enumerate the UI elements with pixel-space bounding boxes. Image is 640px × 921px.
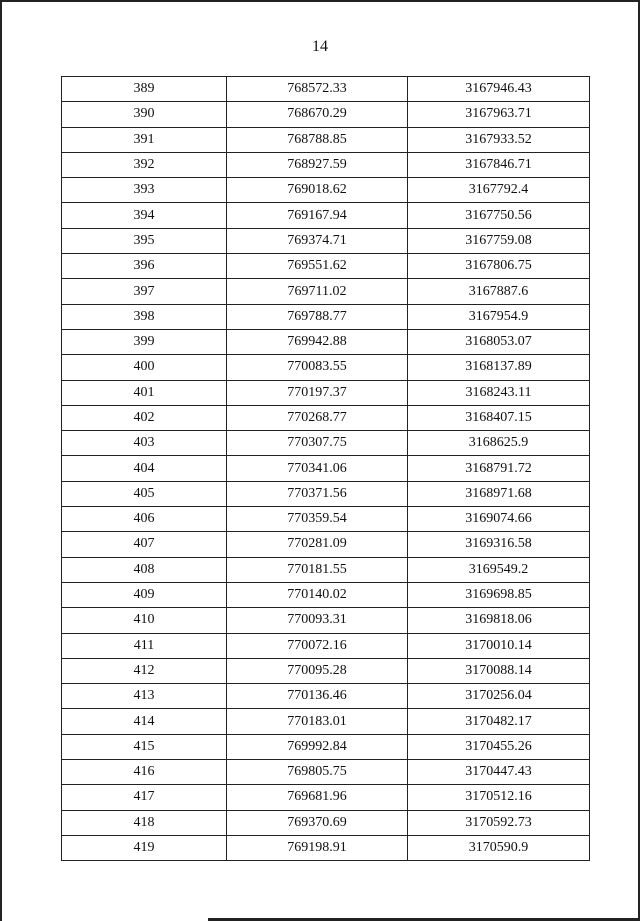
point-number-cell: 404 <box>62 456 227 481</box>
point-number-cell: 407 <box>62 532 227 557</box>
point-number-cell: 405 <box>62 481 227 506</box>
table-row <box>62 456 590 481</box>
point-number-cell: 390 <box>62 102 227 127</box>
x-coordinate-cell: 769370.69 <box>227 810 408 835</box>
page-edge-left <box>0 0 2 921</box>
point-number-cell: 411 <box>62 633 227 658</box>
table-row <box>62 507 590 532</box>
y-coordinate-cell: 3167946.43 <box>408 77 590 102</box>
table-row <box>62 709 590 734</box>
point-number-cell: 419 <box>62 835 227 860</box>
x-coordinate-cell: 769788.77 <box>227 304 408 329</box>
point-number-cell: 400 <box>62 355 227 380</box>
point-number-cell: 415 <box>62 734 227 759</box>
y-coordinate-cell: 3169316.58 <box>408 532 590 557</box>
x-coordinate-cell: 770181.55 <box>227 557 408 582</box>
point-number-cell: 391 <box>62 127 227 152</box>
x-coordinate-cell: 768788.85 <box>227 127 408 152</box>
x-coordinate-cell: 770371.56 <box>227 481 408 506</box>
point-number-cell: 406 <box>62 507 227 532</box>
point-number-cell: 401 <box>62 380 227 405</box>
table-row <box>62 355 590 380</box>
point-number-cell: 393 <box>62 178 227 203</box>
y-coordinate-cell: 3170512.16 <box>408 785 590 810</box>
x-coordinate-cell: 768670.29 <box>227 102 408 127</box>
y-coordinate-cell: 3168407.15 <box>408 405 590 430</box>
table-row <box>62 178 590 203</box>
y-coordinate-cell: 3167963.71 <box>408 102 590 127</box>
table-row <box>62 405 590 430</box>
y-coordinate-cell: 3168625.9 <box>408 431 590 456</box>
x-coordinate-cell: 770140.02 <box>227 582 408 607</box>
y-coordinate-cell: 3167933.52 <box>408 127 590 152</box>
point-number-cell: 403 <box>62 431 227 456</box>
table-row <box>62 658 590 683</box>
table-row <box>62 152 590 177</box>
x-coordinate-cell: 769198.91 <box>227 835 408 860</box>
table-row <box>62 431 590 456</box>
y-coordinate-cell: 3169818.06 <box>408 608 590 633</box>
table-row <box>62 532 590 557</box>
point-number-cell: 402 <box>62 405 227 430</box>
y-coordinate-cell: 3168053.07 <box>408 329 590 354</box>
point-number-cell: 397 <box>62 279 227 304</box>
point-number-cell: 416 <box>62 760 227 785</box>
x-coordinate-cell: 769374.71 <box>227 228 408 253</box>
point-number-cell: 410 <box>62 608 227 633</box>
x-coordinate-cell: 770341.06 <box>227 456 408 481</box>
table-row <box>62 380 590 405</box>
coordinate-table <box>61 76 590 861</box>
table-row <box>62 582 590 607</box>
x-coordinate-cell: 769942.88 <box>227 329 408 354</box>
x-coordinate-cell: 769992.84 <box>227 734 408 759</box>
point-number-cell: 394 <box>62 203 227 228</box>
y-coordinate-cell: 3167792.4 <box>408 178 590 203</box>
point-number-cell: 409 <box>62 582 227 607</box>
point-number-cell: 418 <box>62 810 227 835</box>
x-coordinate-cell: 768572.33 <box>227 77 408 102</box>
x-coordinate-cell: 770307.75 <box>227 431 408 456</box>
point-number-cell: 417 <box>62 785 227 810</box>
x-coordinate-cell: 769018.62 <box>227 178 408 203</box>
x-coordinate-cell: 769167.94 <box>227 203 408 228</box>
point-number-cell: 392 <box>62 152 227 177</box>
y-coordinate-cell: 3170088.14 <box>408 658 590 683</box>
y-coordinate-cell: 3170256.04 <box>408 684 590 709</box>
page-number: 14 <box>312 38 328 55</box>
table-row <box>62 760 590 785</box>
table-row <box>62 329 590 354</box>
x-coordinate-cell: 770281.09 <box>227 532 408 557</box>
table-row <box>62 734 590 759</box>
point-number-cell: 396 <box>62 254 227 279</box>
x-coordinate-cell: 770072.16 <box>227 633 408 658</box>
x-coordinate-cell: 770095.28 <box>227 658 408 683</box>
y-coordinate-cell: 3169698.85 <box>408 582 590 607</box>
table-row <box>62 608 590 633</box>
table-row <box>62 203 590 228</box>
y-coordinate-cell: 3170010.14 <box>408 633 590 658</box>
y-coordinate-cell: 3167750.56 <box>408 203 590 228</box>
y-coordinate-cell: 3170590.9 <box>408 835 590 860</box>
point-number-cell: 413 <box>62 684 227 709</box>
x-coordinate-cell: 769805.75 <box>227 760 408 785</box>
table-row <box>62 254 590 279</box>
table-row <box>62 127 590 152</box>
y-coordinate-cell: 3167954.9 <box>408 304 590 329</box>
point-number-cell: 398 <box>62 304 227 329</box>
x-coordinate-cell: 770197.37 <box>227 380 408 405</box>
x-coordinate-cell: 770268.77 <box>227 405 408 430</box>
y-coordinate-cell: 3167846.71 <box>408 152 590 177</box>
y-coordinate-cell: 3168137.89 <box>408 355 590 380</box>
y-coordinate-cell: 3167887.6 <box>408 279 590 304</box>
x-coordinate-cell: 769681.96 <box>227 785 408 810</box>
coordinate-table-body <box>62 77 590 861</box>
x-coordinate-cell: 770359.54 <box>227 507 408 532</box>
y-coordinate-cell: 3167759.08 <box>408 228 590 253</box>
x-coordinate-cell: 770083.55 <box>227 355 408 380</box>
table-row <box>62 557 590 582</box>
x-coordinate-cell: 770093.31 <box>227 608 408 633</box>
x-coordinate-cell: 769711.02 <box>227 279 408 304</box>
x-coordinate-cell: 770183.01 <box>227 709 408 734</box>
table-row <box>62 481 590 506</box>
point-number-cell: 395 <box>62 228 227 253</box>
table-row <box>62 835 590 860</box>
table-row <box>62 785 590 810</box>
y-coordinate-cell: 3170482.17 <box>408 709 590 734</box>
y-coordinate-cell: 3170592.73 <box>408 810 590 835</box>
y-coordinate-cell: 3168791.72 <box>408 456 590 481</box>
point-number-cell: 414 <box>62 709 227 734</box>
y-coordinate-cell: 3170455.26 <box>408 734 590 759</box>
table-row <box>62 304 590 329</box>
table-row <box>62 633 590 658</box>
point-number-cell: 389 <box>62 77 227 102</box>
y-coordinate-cell: 3167806.75 <box>408 254 590 279</box>
point-number-cell: 399 <box>62 329 227 354</box>
table-row <box>62 279 590 304</box>
y-coordinate-cell: 3169549.2 <box>408 557 590 582</box>
y-coordinate-cell: 3168971.68 <box>408 481 590 506</box>
table-row <box>62 810 590 835</box>
table-row <box>62 102 590 127</box>
y-coordinate-cell: 3169074.66 <box>408 507 590 532</box>
x-coordinate-cell: 769551.62 <box>227 254 408 279</box>
y-coordinate-cell: 3170447.43 <box>408 760 590 785</box>
page-edge-top <box>0 0 640 2</box>
x-coordinate-cell: 770136.46 <box>227 684 408 709</box>
table-row <box>62 77 590 102</box>
y-coordinate-cell: 3168243.11 <box>408 380 590 405</box>
x-coordinate-cell: 768927.59 <box>227 152 408 177</box>
table-row <box>62 684 590 709</box>
point-number-cell: 412 <box>62 658 227 683</box>
point-number-cell: 408 <box>62 557 227 582</box>
table-row <box>62 228 590 253</box>
